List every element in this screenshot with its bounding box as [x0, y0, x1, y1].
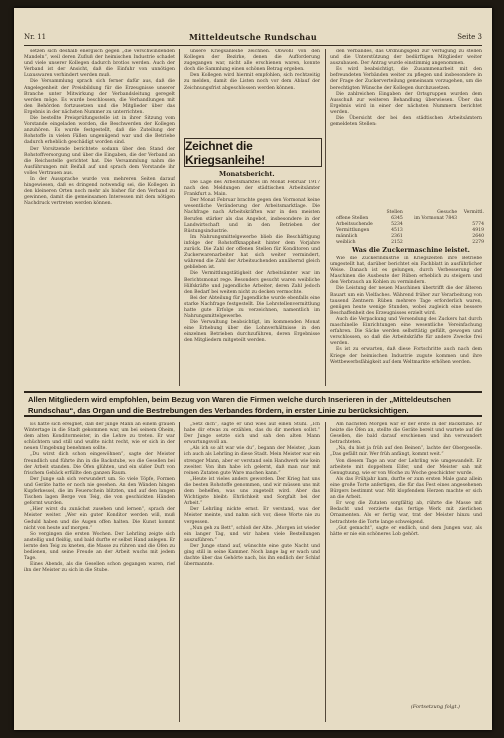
- table-cell: 4513: [391, 228, 403, 233]
- table-cell: 5234: [391, 222, 403, 227]
- paragraph: Die Lage des Arbeitsmarktes im Monat Februar 1917 nach den Meldungen der städtischen Arbeitsämter Frankfurt a. Main.: [184, 180, 320, 198]
- article-column-2-top: [184, 49, 320, 133]
- paragraph: Es hatte sich ereignet, daß der junge Mann an einem grauen Wintertage in die Stadt gekommen war, um bei seinem Oheim, dem alten Konditormeister, in die Lehre zu treten. Er war schüchtern und still und wußte nicht recht, wie er sich in der neuen Umgebung benehmen sollte.: [24, 422, 175, 452]
- table-header-cell: Gesuche: [437, 210, 458, 215]
- paragraph: Von diesem Tage an war der Lehrling wie umgewandelt. Er arbeitete mit doppeltem Eifer, und der Meister sah mit Genugtuung, wie er von Woche zu Woche geschickter wurde.: [330, 458, 482, 476]
- paragraph: Bei der Abteilung für Jugendliche wurde ebenfalls eine starke Nachfrage festgestellt. Die Lehrstellenvermittlung hatte gute Erfolge zu verzeichnen, namentlich im Nahrungsmittelgewerbe.: [184, 295, 320, 320]
- story-column-1: [24, 422, 175, 722]
- paragraph: unsere Kriegsanleihe zeichnen. Obwohl von den Kollegen der Bezirke, denen die Aufforderung zugegangen war, nicht alle erschienen waren, konnte doch die Sammlung einen schönen Betrag ergeben.: [184, 49, 320, 73]
- paragraph: Es wird beabsichtigt, die Zusammenarbeit mit den befreundeten Verbänden weiter zu pflegen und insbesondere in der Frage der Zuckerverteilung gemeinsam vorzugehen, um die berechtigten Wünsche der Kollegen durchzusetzen.: [330, 67, 482, 91]
- labor-statistics-table: [335, 210, 485, 246]
- issue-number: Nr. 11: [24, 33, 47, 41]
- paragraph: „Setz dich“, sagte er und wies auf einen Stuhl. „Ich habe dir etwas zu erzählen, das du dir merken sollst.“ Der Junge setzte sich und sah den alten Mann erwartungsvoll an.: [184, 422, 320, 446]
- paragraph: So vergingen die ersten Wochen. Der Lehrling zeigte sich anstellig und fleißig, und bald durfte er selbst Hand anlegen. Er lernte den Teig zu kneten, die Masse zu rühren und die Öfen zu bedienen, und seine Freude an der Arbeit wuchs mit jedem Tage.: [24, 531, 175, 562]
- paragraph: „Heute ist vieles anders geworden. Der Krieg hat uns die besten Rohstoffe genommen, und wir müssen uns mit dem behelfen, was uns zugeteilt wird. Aber das Wichtigste bleibt: Ehrlichkeit und Sorgfalt bei der Arbeit.“: [184, 476, 320, 507]
- newspaper-page: [14, 8, 492, 730]
- paragraph: Der Junge sah sich verwundert um. So viele Töpfe, Formen und Geräte hatte er noch nie gesehen. An den Wänden hingen Kupferkessel, die im Feuerschein blitzten, und auf den langen Tischen lagen Berge von Teig, die von geschickten Händen geformt wurden.: [24, 476, 175, 507]
- sugar-machine-heading: Was die Zuckermaschine leistet.: [352, 246, 470, 254]
- column-divider: [179, 49, 180, 386]
- table-cell: 2640: [472, 234, 484, 239]
- table-cell: Arbeitsuchende: [336, 222, 373, 227]
- table-cell: weiblich: [336, 240, 356, 245]
- member-notice-banner: Allen Mitgliedern wird empfohlen, beim Bezug von Waren die Firmen welche durch Inserieren in der „Mitteldeutschen Rundschau“, das Organ und die Bestrebungen des Verbandes fördern, in erster Linie zu berücksichtigen.: [24, 391, 482, 417]
- war-bond-ad-box: [184, 138, 322, 167]
- table-header-cell: Vermittl.: [463, 210, 484, 215]
- table-cell: 5774: [472, 222, 484, 227]
- page-number: Seite 3: [457, 33, 482, 41]
- paragraph: Als das Frühjahr kam, durfte er zum ersten Male ganz allein eine große Torte anfertigen, die für das Fest eines angesehenen Bürgers bestimmt war. Mit klopfendem Herzen machte er sich an die Arbeit.: [330, 476, 482, 501]
- table-cell: männlich: [336, 234, 358, 239]
- paragraph: „Nun geh zu Bett“, schloß der Alte. „Morgen ist wieder ein langer Tag, und wir haben viele Bestellungen auszuführen.“: [184, 525, 320, 543]
- story-column-3: [330, 422, 482, 700]
- article-column-1: [24, 49, 175, 386]
- table-cell: 4919: [472, 228, 484, 233]
- column-divider: [325, 422, 326, 722]
- header-rule: [24, 45, 482, 46]
- paragraph: „Hier wirst du zunächst zusehen und lernen“, sprach der Meister weiter. „Wer ein guter Konditor werden will, muß Geduld haben und die Augen offen halten. Die Kunst kommt nicht von heute auf morgen.“: [24, 507, 175, 531]
- continued-note: (Fortsetzung folgt.): [410, 704, 460, 710]
- paragraph: den Verbandes, das Ordnungsgeld zur Verfügung zu stellen und die Unterstützung der bedürftigen Mitglieder weiter auszubauen. Der Antrag wurde einstimmig angenommen.: [330, 49, 482, 67]
- table-cell: offene Stellen: [336, 216, 369, 221]
- article-column-2-bottom: [184, 180, 320, 386]
- paragraph: Die bestellte Preisprüfungsstelle ist in ihrer Sitzung vom Vorstande eingeladen worden, die Beschwerden der Kollegen anzuhören. Es wurde festgestellt, daß die Zuteilung der Rohstoffe in vielen Fällen ungenügend war und die Betriebe dadurch erheblich geschädigt worden sind.: [24, 116, 175, 146]
- column-divider: [325, 49, 326, 386]
- column-divider: [179, 422, 180, 722]
- table-cell: 2279: [472, 240, 484, 245]
- paragraph: Es ist zu erwarten, daß diese Fortschritte auch nach dem Kriege der heimischen Industrie zugute kommen und ihre Wettbewerbsfähigkeit auf dem Weltmarkte erhöhen werden.: [330, 347, 482, 365]
- paragraph: Der Monat Februar brachte gegen den Vormonat keine wesentliche Veränderung der Arbeitsmarktlage. Die Nachfrage nach Arbeitskräften war in den meisten Berufen stärker als das Angebot, insbesondere in der Landwirtschaft und in den Betrieben der Rüstungsindustrie.: [184, 198, 320, 234]
- stats-intro: Die Übersicht der bei den städtischen Arbeitsämtern gemeldeten Stellen:: [330, 116, 482, 128]
- table-cell: 2361: [391, 234, 403, 239]
- story-column-2: [184, 422, 320, 722]
- page-header: [24, 32, 482, 44]
- paragraph: Im Nahrungsmittelgewerbe blieb die Beschäftigung infolge der Rohstoffknappheit hinter dem Vorjahre zurück. Die Zahl der offenen Stellen für Konditoren und Zuckerwarenarbeiter hat sich weiter vermindert, während die Zahl der Arbeitsuchenden annähernd gleich geblieben ist.: [184, 234, 320, 271]
- table-cell: Vermittlungen: [336, 228, 370, 233]
- paragraph: Der Vorsitzende berichtete sodann über den Stand der Rohstoffversorgung und über die Eingaben, die der Verband an die Reichsstelle gerichtet hat. Die Versammlung nahm die Ausführungen mit Beifall auf und sprach dem Vorstande ihr volles Vertrauen aus.: [24, 146, 175, 176]
- paragraph: „Na, du bist ja früh auf den Beinen“, lachte der Obergeselle. „Das gefällt mir. Wer früh anfängt, kommt weit.“: [330, 446, 482, 458]
- paragraph: Er wog die Zutaten sorgfältig ab, rührte die Masse mit Bedacht und verzierte das fertige Werk mit zierlichen Ornamenten. Als er fertig war, trat der Meister hinzu und betrachtete die Torte lange schweigend.: [330, 501, 482, 525]
- paragraph: Die Leistung der neuen Maschinen übertrifft die der älteren Bauart um ein Vielfaches. Während früher zur Verarbeitung von tausend Zentnern Rüben mehrere Tage erforderlich waren, genügen heute wenige Stunden, wobei zugleich eine bessere Beschaffenheit des Erzeugnisses erzielt wird.: [330, 286, 482, 316]
- paragraph: setzen sich deshalb energisch gegen „die verschwindenden Mandeln“, weil deren Zufluß der heimischen Industrie schadet und viele unserer Kollegen dadurch brotlos werden. Auch der Verband ist der Ansicht, daß die Einfuhr von unnötigen Luxuswaren verhindert werden muß.: [24, 49, 175, 79]
- paragraph: „Als ich so alt war wie du“, begann der Meister, „kam ich auch als Lehrling in diese Stadt. Mein Meister war ein strenger Mann, aber er verstand sein Handwerk wie kein zweiter. Von ihm habe ich gelernt, daß man nur mit reinen Zutaten gute Ware machen kann.“: [184, 446, 320, 476]
- table-cell: 2152: [391, 240, 403, 245]
- paragraph: Die Vermittlungstätigkeit der Arbeitsämter war im Berichtsmonat rege. Besonders gesucht waren weibliche Hilfskräfte und jugendliche Arbeiter, deren Zahl jedoch den Bedarf bei weitem nicht zu decken vermochte.: [184, 271, 320, 295]
- paragraph: „Du wirst dich schon eingewöhnen“, sagte der Meister freundlich und führte ihn in die Backstube, wo die Gesellen bei der Arbeit standen. Die Öfen glühten, und ein süßer Duft von frischem Gebäck erfüllte den ganzen Raum.: [24, 452, 175, 476]
- table-header-cell: Stellen: [386, 210, 403, 215]
- paragraph: Der Lehrling nickte ernst. Er verstand, was der Meister meinte, und nahm sich vor, diese Worte nie zu vergessen.: [184, 507, 320, 525]
- paragraph: In der Aussprache wurde von mehreren Seiten darauf hingewiesen, daß es dringend notwendig sei, die Kollegen in den kleineren Orten noch mehr als bisher für den Verband zu gewinnen, damit die gemeinsamen Interessen mit dem nötigen Nachdruck vertreten werden können.: [24, 176, 175, 207]
- table-cell: 6345: [391, 216, 403, 221]
- paragraph: Eines Abends, als die Gesellen schon gegangen waren, rief ihn der Meister zu sich in die Stube.: [24, 562, 175, 574]
- article-column-3-bottom: [330, 256, 482, 386]
- paragraph: Die zahlreichen Eingaben der Ortsgruppen wurden dem Ausschuß zur weiteren Behandlung überwiesen. Über das Ergebnis wird in einer der nächsten Nummern berichtet werden.: [330, 91, 482, 115]
- paragraph: „Gut gemacht“, sagte er endlich, und dem Jungen war, als hätte er nie ein schöneres Lob gehört.: [330, 525, 482, 537]
- paragraph: Der Junge stand auf, wünschte eine gute Nacht und ging still in seine Kammer. Noch lange lag er wach und dachte über das Gehörte nach, bis ihn endlich der Schlaf übermannte.: [184, 543, 320, 568]
- paragraph: Auch die Verpackung und Versendung des Zuckers hat durch maschinelle Einrichtungen eine wesentliche Vereinfachung erfahren. Die Säcke werden selbsttätig gefüllt, gewogen und verschlossen, so daß die Arbeitskräfte für andere Zwecke frei werden.: [330, 316, 482, 347]
- war-bond-ad-text: Zeichnet die Kriegsanleihe!: [185, 138, 265, 167]
- monthly-report-heading: Monatsbericht.: [219, 170, 275, 178]
- paragraph: Die Versammlung sprach sich ferner dafür aus, daß die Angelegenheit der Preisbildung für die Erzeugnisse unserer Branche unter Mitwirkung der Verbandsleitung geregelt werden möge. Es wurde beschlossen, die Verhandlungen mit den Behörden fortzusetzen und die Mitglieder über das Ergebnis in der nächsten Nummer zu unterrichten.: [24, 79, 175, 115]
- paragraph: Die Verwaltung beabsichtigt, im kommenden Monat eine Erhebung über die Lohnverhältnisse in den einzelnen Betrieben durchzuführen, deren Ergebnisse den Mitgliedern mitgeteilt werden.: [184, 320, 320, 344]
- paragraph: Wie die Zuckerindustrie in Kriegszeiten ihre Betriebe umgestellt hat, darüber berichtet ein Fachblatt in ausführlicher Weise. Danach ist es gelungen, durch Verbesserung der Maschinen die Ausbeute der Rüben erheblich zu steigern und den Verbrauch an Kohlen zu vermindern.: [330, 256, 482, 286]
- table-cell: im Vormonat 7843: [414, 216, 458, 221]
- article-column-3-top: [330, 49, 482, 203]
- paragraph: Am nächsten Morgen war er der erste in der Backstube. Er heizte die Öfen an, stellte die Geräte bereit und wartete auf die Gesellen, die bald darauf erschienen und ihn verwundert betrachteten.: [330, 422, 482, 446]
- paragraph: Den Kollegen wird hiermit empfohlen, sich rechtzeitig zu melden, damit die Listen noch vor dem Ablauf der Zeichnungsfrist abgeschlossen werden können.: [184, 73, 320, 91]
- masthead-title: Mitteldeutsche Rundschau: [189, 32, 317, 42]
